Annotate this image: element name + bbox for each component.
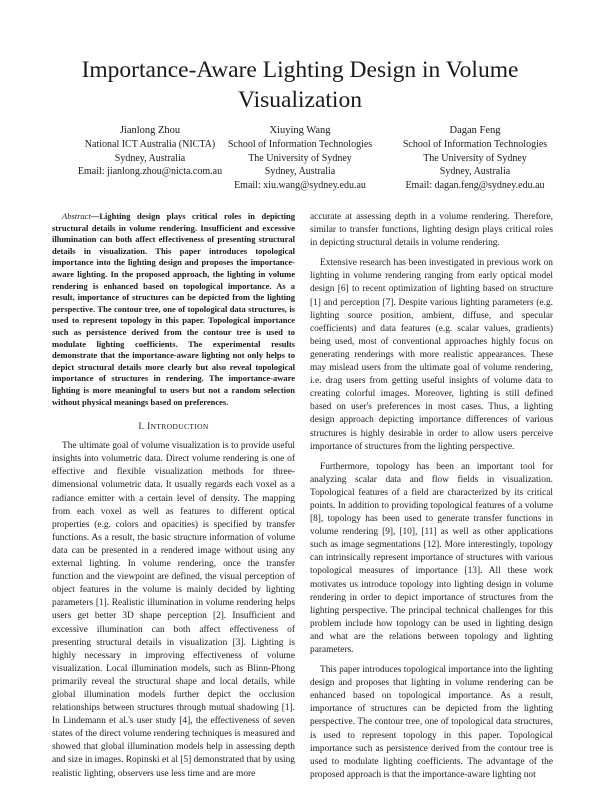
author-school: School of Information Technologies bbox=[402, 138, 548, 150]
author-email: Email: jianlong.zhou@nicta.com.au bbox=[77, 166, 223, 178]
author-email: Email: xiu.wang@sydney.edu.au bbox=[234, 180, 366, 192]
section-number: I. bbox=[138, 422, 145, 433]
author-location: Sydney, Australia bbox=[264, 166, 336, 178]
intro-paragraph-1-continued: accurate at assessing depth in a volume rendering. Therefore, similar to transfer functions, lighting design plays critical roles in depicting structural details in volume rendering. bbox=[310, 212, 553, 249]
author-location: Sydney, Australia bbox=[439, 166, 511, 178]
intro-paragraph-4: This paper introduces topological importance into the lighting design and proposes that lighting in volume rendering can be enhanced based on topological importance. As a result, importance of structures can be depicted from the lighting perspective. The contour tree, one of topological data structures, is used to represent topology in this paper. Topological importance such as persistence derived from the contour tree is used to modulate lighting coefficients. The advantage of the proposed approach is that the importance-aware lighting not bbox=[310, 665, 553, 780]
author-block-feng bbox=[375, 124, 575, 193]
section-title-initial: I bbox=[147, 422, 151, 433]
abstract bbox=[52, 211, 295, 408]
left-column bbox=[52, 211, 295, 788]
intro-paragraph-1: The ultimate goal of volume visualization is to provide useful insights into volumetric data. Direct volume rendering is one of effective and flexible visualization methods for three-dimensional volumetric data. It usually regards each voxel as a radiance emitter with a certain level of density. The mapping from each voxel as well as features to different optical properties (e.g. colors and opacities) is specified by transfer functions. As a result, the basic structure information of volume data can be presented in a rendered image without using any external lighting. In volume rendering, once the transfer function and the viewpoint are defined, the visual perception of object features in the volume is mainly decided by lighting parameters [1]. Realistic illumination in volume rendering helps users get better 3D shape perception [2]. Insufficient and excessive illumination can both affect effectiveness of presenting structural details in visualization [3]. Lighting is highly necessary in improving effectiveness of volume visualization. Local illumination models, such as Blinn-Phong primarily reveal the structural shape and local details, while global illumination models further depict the occlusion relationships between structures through mutual shadowing [1]. In Lindemann et al.'s user study [4], the effectiveness of seven states of the direct volume rendering techniques is measured and showed that global illumination models help in assessing depth and size in images. Ropinski et al [5] demonstrated that by using realistic lighting, observers use less time and are more bbox=[52, 441, 295, 779]
section-title-rest: NTRODUCTION bbox=[150, 422, 209, 432]
author-block-wang bbox=[215, 124, 385, 193]
author-location: Sydney, Australia bbox=[114, 152, 186, 164]
right-column bbox=[310, 211, 553, 789]
section-heading-introduction bbox=[52, 420, 295, 434]
abstract-label: Abstract bbox=[62, 211, 91, 221]
author-affiliation: National ICT Australia (NICTA) bbox=[84, 138, 216, 150]
author-name: Jianlong Zhou bbox=[119, 125, 181, 136]
author-name: Dagan Feng bbox=[449, 125, 501, 136]
intro-paragraph-2: Extensive research has been investigated in previous work on lighting in volume rendering ranging from early optical model design [6] to recent optimization of lighting based on structure [1] and perception [7]. Despite various lighting parameters (e.g. lighting source position, ambient, diffuse, and specular coefficients) and data features (e.g. scalar values, gradients) being used, most of conventional approaches highly focus on generating renderings with more realistic appearances. These may mislead users from the ultimate goal of volume rendering, i.e. drag users from getting useful insights of volume data to creating colorful images. Moreover, lighting is still defined based on user's preferences in most cases. Thus, a lighting design approach depicting importance differences of various structures is highly desirable in order to allow users perceive importance of structures from the lighting perspective. bbox=[310, 258, 553, 452]
author-email: Email: dagan.feng@sydney.edu.au bbox=[405, 180, 545, 192]
author-university: The University of Sydney bbox=[423, 152, 527, 164]
author-university: The University of Sydney bbox=[248, 152, 352, 164]
author-school: School of Information Technologies bbox=[227, 138, 373, 150]
intro-paragraph-3: Furthermore, topology has been an important tool for analyzing scalar data and flow fields in visualization. Topological features of a field are characterized by its critical points. In addition to providing topological features of a volume [8], topology has been used to generate transfer functions in volume rendering [9], [10], [11] as well as other applications such as image segmentations [12]. More interestingly, topology can intrinsically represent importance of structures with various topological measures of importance [13]. All these work motivates us introduce topology into lighting design in volume rendering in order to depict importance of structures from the lighting perspective. The principal technical challenges for this problem include how topology can be used in lighting design and what are the relations between topology and lighting parameters. bbox=[310, 461, 553, 655]
author-name: Xiuying Wang bbox=[269, 125, 331, 136]
paper-title: Importance-Aware Lighting Design in Volume Visualization bbox=[81, 57, 519, 113]
abstract-text: —Lighting design plays critical roles in depicting structural details in volume rendering. Insufficient and excessive illumination can both affect effectiveness of presenting structural details in visualization. This paper introduces topological importance into the lighting design and proposes the importance-aware lighting. In the proposed approach, the lighting in volume rendering is enhanced based on topological importance. As a result, importance of structures can be depicted from the lighting perspective. The contour tree, one of topological data structures, is used to represent topology in this paper. Topological importance such as persistence derived from the contour tree is used to modulate lighting coefficients. The experimental results demonstrate that the importance-aware lighting not only helps to depict structural details more clearly but also reveal topological importance of structures in rendering. The importance-aware lighting is more meaningful to users but not a random selection without physical meanings based on preferences. bbox=[52, 211, 295, 407]
